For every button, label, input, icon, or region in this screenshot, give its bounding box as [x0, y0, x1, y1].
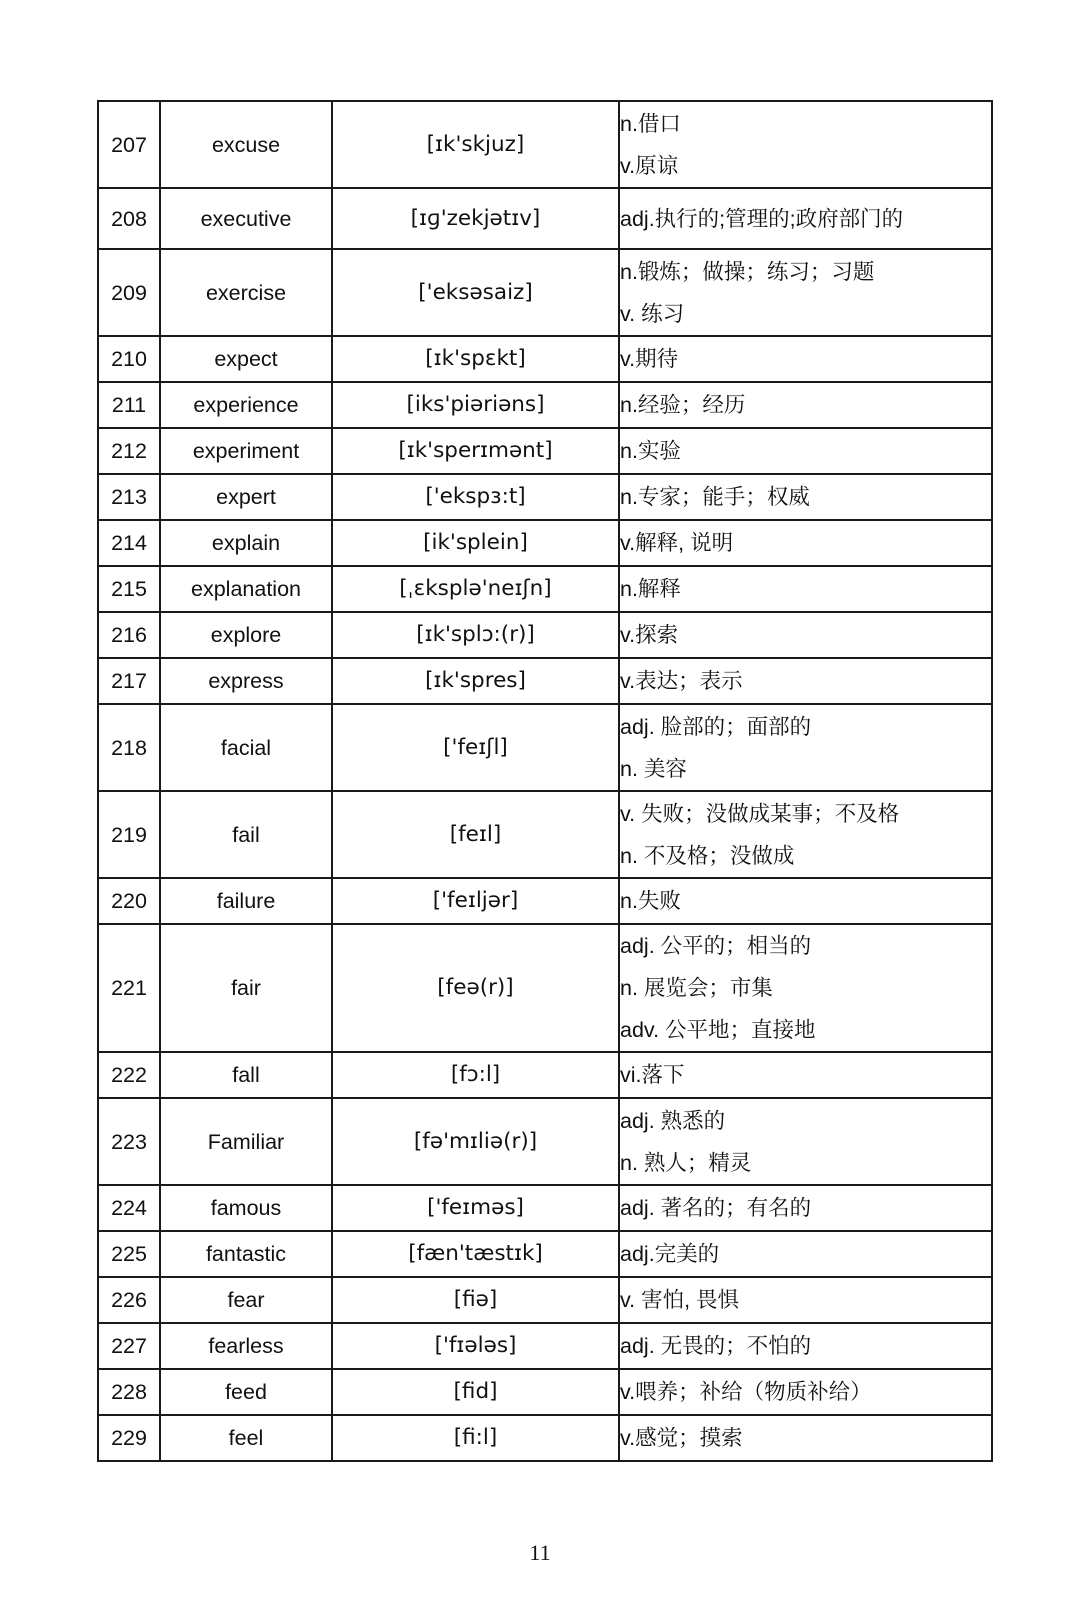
entry-word: Familiar — [160, 1098, 332, 1185]
entry-definition — [619, 1052, 992, 1098]
entry-number: 208 — [98, 188, 160, 249]
definition-line: n.解释 — [620, 577, 681, 601]
entry-number: 209 — [98, 249, 160, 336]
entry-definition — [619, 1098, 992, 1185]
entry-number: 211 — [98, 382, 160, 428]
entry-word: famous — [160, 1185, 332, 1231]
entry-phonetic: ['ekspɜ:t] — [332, 474, 619, 520]
entry-phonetic: [ɪɡ'zekjətɪv] — [332, 188, 619, 249]
entry-phonetic: [ˌɛksplə'neɪʃn] — [332, 566, 619, 612]
entry-phonetic: [ɪk'spɛkt] — [332, 336, 619, 382]
table-row — [98, 566, 992, 612]
table-row — [98, 428, 992, 474]
definition-line: adj.完美的 — [620, 1242, 720, 1266]
entry-phonetic: [iks'piəriəns] — [332, 382, 619, 428]
definition-line: n.实验 — [620, 439, 681, 463]
entry-definition — [619, 878, 992, 924]
definition-line: v.期待 — [620, 347, 679, 371]
definition-line: n.借口 — [620, 111, 681, 136]
table-row — [98, 878, 992, 924]
entry-number: 207 — [98, 101, 160, 188]
entry-phonetic: [fiə] — [332, 1277, 619, 1323]
table-row — [98, 1231, 992, 1277]
entry-word: failure — [160, 878, 332, 924]
entry-number: 222 — [98, 1052, 160, 1098]
table-row — [98, 188, 992, 249]
definition-line: n. 展览会；市集 — [620, 976, 773, 1000]
table-row — [98, 474, 992, 520]
entry-phonetic: [ik'splein] — [332, 520, 619, 566]
entry-number: 212 — [98, 428, 160, 474]
definition-line: v.喂养；补给（物质补给） — [620, 1380, 872, 1404]
definition-line: v.感觉；摸索 — [620, 1426, 743, 1450]
definition-line: v. 失败；没做成某事；不及格 — [620, 801, 900, 826]
entry-number: 229 — [98, 1415, 160, 1461]
definition-line: v.表达；表示 — [620, 669, 743, 693]
entry-definition — [619, 249, 992, 336]
entry-number: 216 — [98, 612, 160, 658]
entry-word: expect — [160, 336, 332, 382]
entry-number: 218 — [98, 704, 160, 791]
table-row — [98, 658, 992, 704]
entry-definition — [619, 101, 992, 188]
entry-phonetic: [fid] — [332, 1369, 619, 1415]
entry-word: expert — [160, 474, 332, 520]
entry-number: 223 — [98, 1098, 160, 1185]
definition-line: n.锻炼；做操；练习；习题 — [620, 259, 875, 284]
entry-definition — [619, 1415, 992, 1461]
entry-phonetic: ['fɪələs] — [332, 1323, 619, 1369]
table-row — [98, 612, 992, 658]
entry-definition — [619, 1369, 992, 1415]
entry-number: 228 — [98, 1369, 160, 1415]
vocabulary-table — [97, 100, 993, 1462]
entry-definition — [619, 1323, 992, 1369]
entry-phonetic: [fæn'tæstɪk] — [332, 1231, 619, 1277]
definition-line: n.经验；经历 — [620, 393, 746, 417]
table-row — [98, 101, 992, 188]
definition-line: adj. 熟悉的 — [620, 1108, 726, 1133]
definition-line: v.解释, 说明 — [620, 531, 734, 555]
entry-definition — [619, 428, 992, 474]
definition-line: n.失败 — [620, 889, 681, 913]
entry-definition — [619, 336, 992, 382]
page-number: 11 — [529, 1540, 551, 1565]
entry-number: 221 — [98, 924, 160, 1052]
entry-number: 225 — [98, 1231, 160, 1277]
definition-line: v.探索 — [620, 623, 679, 647]
table-row — [98, 1185, 992, 1231]
table-row — [98, 791, 992, 878]
entry-phonetic: [fə'mɪliə(r)] — [332, 1098, 619, 1185]
entry-word: facial — [160, 704, 332, 791]
entry-word: executive — [160, 188, 332, 249]
entry-definition — [619, 566, 992, 612]
entry-word: fear — [160, 1277, 332, 1323]
entry-number: 219 — [98, 791, 160, 878]
entry-number: 224 — [98, 1185, 160, 1231]
entry-phonetic: [fi:l] — [332, 1415, 619, 1461]
definition-line: n. 美容 — [620, 756, 687, 781]
entry-definition — [619, 1185, 992, 1231]
entry-word: express — [160, 658, 332, 704]
entry-word: fantastic — [160, 1231, 332, 1277]
entry-phonetic: ['eksəsaiz] — [332, 249, 619, 336]
entry-number: 213 — [98, 474, 160, 520]
entry-word: explore — [160, 612, 332, 658]
entry-number: 215 — [98, 566, 160, 612]
entry-phonetic: [ɪk'skjuz] — [332, 101, 619, 188]
definition-line: adj. 著名的；有名的 — [620, 1196, 812, 1220]
entry-phonetic: ['feɪʃl] — [332, 704, 619, 791]
entry-number: 217 — [98, 658, 160, 704]
entry-definition — [619, 1277, 992, 1323]
entry-definition — [619, 1231, 992, 1277]
entry-word: explain — [160, 520, 332, 566]
entry-number: 214 — [98, 520, 160, 566]
vocabulary-table-body — [98, 101, 992, 1461]
table-row — [98, 1323, 992, 1369]
definition-line: v.原谅 — [620, 153, 679, 178]
entry-number: 210 — [98, 336, 160, 382]
entry-number: 226 — [98, 1277, 160, 1323]
entry-phonetic: ['feɪljər] — [332, 878, 619, 924]
entry-phonetic: [ɪk'spres] — [332, 658, 619, 704]
entry-phonetic: ['feɪməs] — [332, 1185, 619, 1231]
table-row — [98, 1052, 992, 1098]
definition-line: adj. 脸部的；面部的 — [620, 714, 812, 739]
entry-word: feed — [160, 1369, 332, 1415]
table-row — [98, 1277, 992, 1323]
entry-phonetic: [ɪk'sperɪmənt] — [332, 428, 619, 474]
entry-word: feel — [160, 1415, 332, 1461]
definition-line: adv. 公平地；直接地 — [620, 1018, 816, 1042]
entry-word: fall — [160, 1052, 332, 1098]
entry-phonetic: [ɪk'splɔ:(r)] — [332, 612, 619, 658]
entry-word: experience — [160, 382, 332, 428]
entry-definition — [619, 658, 992, 704]
table-row — [98, 924, 992, 1052]
definition-line: n.专家；能手；权威 — [620, 485, 810, 509]
definition-line: v. 害怕, 畏惧 — [620, 1288, 740, 1312]
entry-word: exercise — [160, 249, 332, 336]
table-row — [98, 1415, 992, 1461]
entry-word: fearless — [160, 1323, 332, 1369]
entry-word: experiment — [160, 428, 332, 474]
table-row — [98, 382, 992, 428]
definition-line: adj. 公平的；相当的 — [620, 934, 812, 958]
definition-line: adj. 无畏的；不怕的 — [620, 1334, 812, 1358]
entry-number: 227 — [98, 1323, 160, 1369]
entry-definition — [619, 791, 992, 878]
definition-line: adj.执行的;管理的;政府部门的 — [620, 206, 904, 231]
entry-definition — [619, 382, 992, 428]
entry-word: fair — [160, 924, 332, 1052]
entry-phonetic: [fɔ:l] — [332, 1052, 619, 1098]
entry-definition — [619, 704, 992, 791]
entry-definition — [619, 520, 992, 566]
definition-line: n. 熟人；精灵 — [620, 1150, 752, 1175]
entry-definition — [619, 474, 992, 520]
definition-line: vi.落下 — [620, 1063, 685, 1087]
table-row — [98, 249, 992, 336]
entry-word: explanation — [160, 566, 332, 612]
definition-line: v. 练习 — [620, 301, 685, 326]
entry-definition — [619, 188, 992, 249]
entry-phonetic: [feə(r)] — [332, 924, 619, 1052]
entry-definition — [619, 924, 992, 1052]
entry-number: 220 — [98, 878, 160, 924]
entry-word: excuse — [160, 101, 332, 188]
entry-word: fail — [160, 791, 332, 878]
entry-definition — [619, 612, 992, 658]
table-row — [98, 1098, 992, 1185]
definition-line: n. 不及格；没做成 — [620, 843, 795, 868]
table-row — [98, 520, 992, 566]
table-row — [98, 704, 992, 791]
table-row — [98, 336, 992, 382]
table-row — [98, 1369, 992, 1415]
entry-phonetic: [feɪl] — [332, 791, 619, 878]
